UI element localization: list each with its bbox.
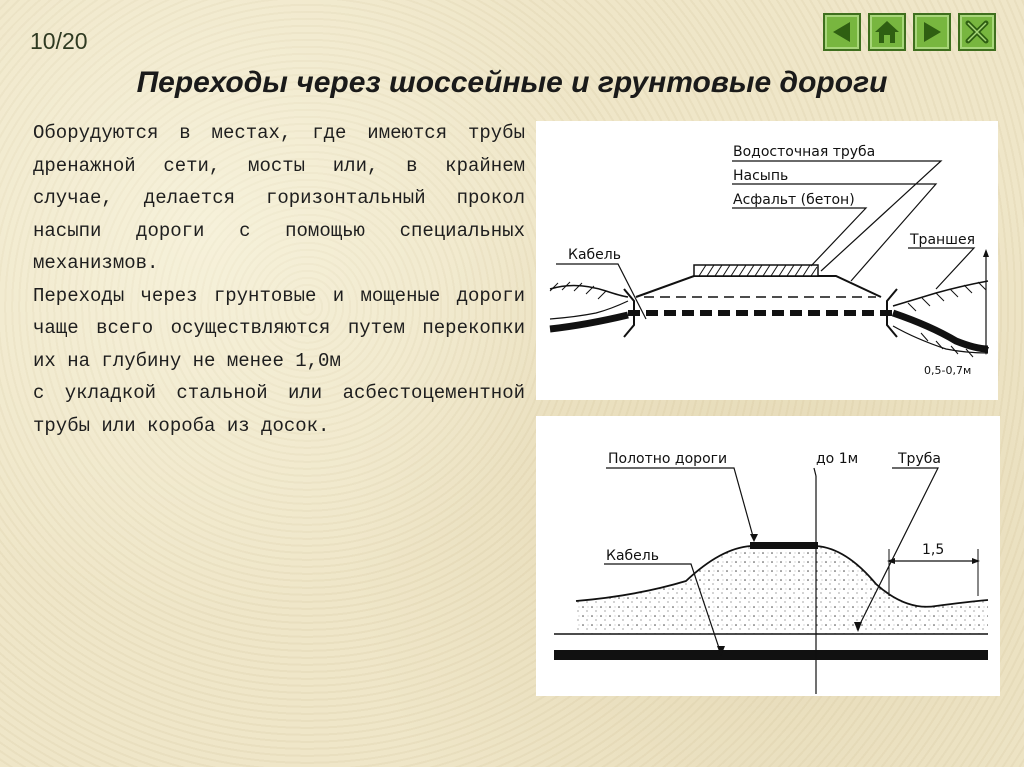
home-icon: [873, 18, 901, 46]
arrow-right-icon: [918, 18, 946, 46]
arrow-left-icon: [828, 18, 856, 46]
label-cable-top: Кабель: [568, 247, 621, 263]
paragraph-2: Переходы через грунтовые и мощеные дороги чаще всего осуществляются путем перекопки их на глубину не менее 1,0м: [33, 284, 525, 372]
label-drain-pipe: Водосточная труба: [733, 144, 876, 160]
label-depth: 0,5-0,7м: [924, 364, 972, 377]
slide-counter: 10/20: [30, 28, 88, 54]
diagram-dirt-road-crossing: [536, 416, 1000, 696]
nav-bar: [823, 13, 996, 51]
diagram-highway-crossing: [536, 121, 998, 400]
home-button[interactable]: [868, 13, 906, 51]
label-offset: 1,5: [922, 542, 945, 558]
label-pipe: Труба: [898, 451, 941, 467]
label-roadbed: Полотно дороги: [608, 451, 728, 467]
label-trench: Траншея: [910, 232, 976, 248]
label-up-to: до 1м: [816, 451, 859, 467]
paragraph-1: Оборудуются в местах, где имеются трубы дренажной сети, мосты или, в крайнем случае, делается горизонтальный прокол насыпи дороги с помощью специальных механизмов.: [33, 122, 525, 274]
label-asphalt: Асфальт (бетон): [733, 192, 855, 208]
next-button[interactable]: [913, 13, 951, 51]
label-cable-bottom: Кабель: [606, 548, 659, 564]
body-text: [33, 117, 525, 442]
paragraph-3: с укладкой стальной или асбестоцементной трубы или короба из досок.: [33, 382, 525, 437]
prev-button[interactable]: [823, 13, 861, 51]
label-embankment: Насыпь: [733, 168, 789, 184]
close-icon: [963, 18, 991, 46]
slide-title: Переходы через шоссейные и грунтовые дороги: [136, 66, 888, 99]
close-button[interactable]: [958, 13, 996, 51]
